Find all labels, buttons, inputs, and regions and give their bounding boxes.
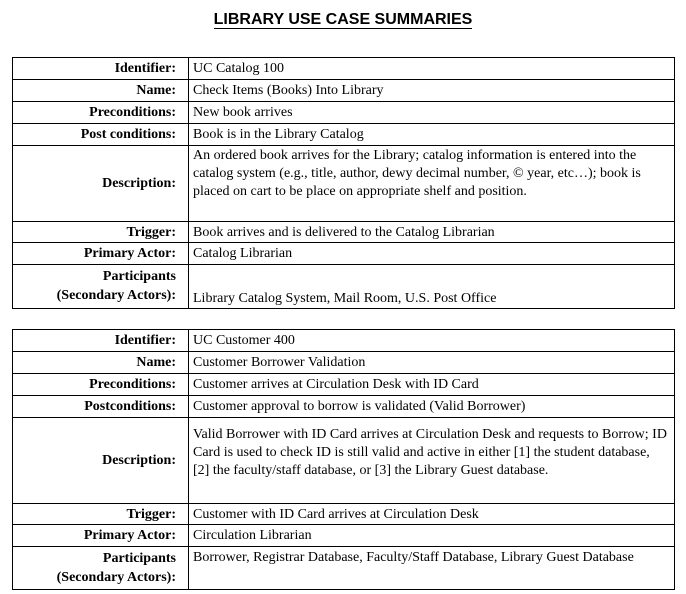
preconditions-value: New book arrives — [189, 102, 675, 124]
name-value: Check Items (Books) Into Library — [189, 80, 675, 102]
row-description — [13, 146, 675, 222]
description-value: An ordered book arrives for the Library; catalog information is entered into the catalog system (e.g., title, author, dewy decimal number, © year, etc…); book is placed on cart to be place on appropriate shelf and position. — [189, 146, 675, 222]
identifier-value: UC Customer 400 — [189, 330, 675, 352]
primary-actor-label: Primary Actor: — [13, 243, 189, 265]
postconditions-value: Book is in the Library Catalog — [189, 124, 675, 146]
trigger-value: Book arrives and is delivered to the Catalog Librarian — [189, 222, 675, 243]
row-preconditions — [13, 102, 675, 124]
row-description — [13, 418, 675, 504]
postconditions-value: Customer approval to borrow is validated (Valid Borrower) — [189, 396, 675, 418]
identifier-value: UC Catalog 100 — [189, 58, 675, 80]
row-postconditions — [13, 396, 675, 418]
row-trigger — [13, 504, 675, 525]
row-preconditions — [13, 374, 675, 396]
row-primary-actor — [13, 243, 675, 265]
primary-actor-label: Primary Actor: — [13, 525, 189, 547]
participants-label-line2: (Secondary Actors): — [56, 570, 176, 585]
trigger-value: Customer with ID Card arrives at Circulation Desk — [189, 504, 675, 525]
row-primary-actor — [13, 525, 675, 547]
use-case-table-customer — [12, 329, 675, 590]
preconditions-value: Customer arrives at Circulation Desk with ID Card — [189, 374, 675, 396]
row-identifier — [13, 58, 675, 80]
participants-value: Borrower, Registrar Database, Faculty/Staff Database, Library Guest Database — [189, 547, 675, 590]
preconditions-label: Preconditions: — [13, 102, 189, 124]
row-name — [13, 352, 675, 374]
identifier-label: Identifier: — [13, 58, 189, 80]
row-name — [13, 80, 675, 102]
postconditions-label: Post conditions: — [13, 124, 189, 146]
participants-label-line1: Participants — [102, 551, 176, 566]
row-postconditions — [13, 124, 675, 146]
participants-value: Library Catalog System, Mail Room, U.S. Post Office — [189, 265, 675, 309]
participants-label — [13, 265, 189, 309]
participants-label-line2: (Secondary Actors): — [56, 288, 176, 303]
postconditions-label: Postconditions: — [13, 396, 189, 418]
name-value: Customer Borrower Validation — [189, 352, 675, 374]
trigger-label: Trigger: — [13, 222, 189, 243]
trigger-label: Trigger: — [13, 504, 189, 525]
use-case-table-catalog — [12, 57, 675, 309]
row-participants — [13, 265, 675, 309]
preconditions-label: Preconditions: — [13, 374, 189, 396]
participants-label-line1: Participants — [102, 269, 176, 284]
row-participants — [13, 547, 675, 590]
row-identifier — [13, 330, 675, 352]
description-label: Description: — [13, 418, 189, 504]
identifier-label: Identifier: — [13, 330, 189, 352]
primary-actor-value: Catalog Librarian — [189, 243, 675, 265]
primary-actor-value: Circulation Librarian — [189, 525, 675, 547]
page-title: LIBRARY USE CASE SUMMARIES — [213, 11, 473, 28]
name-label: Name: — [13, 80, 189, 102]
row-trigger — [13, 222, 675, 243]
name-label: Name: — [13, 352, 189, 374]
description-label: Description: — [13, 146, 189, 222]
participants-label — [13, 547, 189, 590]
description-value: Valid Borrower with ID Card arrives at Circulation Desk and requests to Borrow; ID Card is used to check ID is still valid and active in either [1] the student database, [2] the faculty/staff database, or [3] the Library Guest database. — [189, 418, 675, 504]
